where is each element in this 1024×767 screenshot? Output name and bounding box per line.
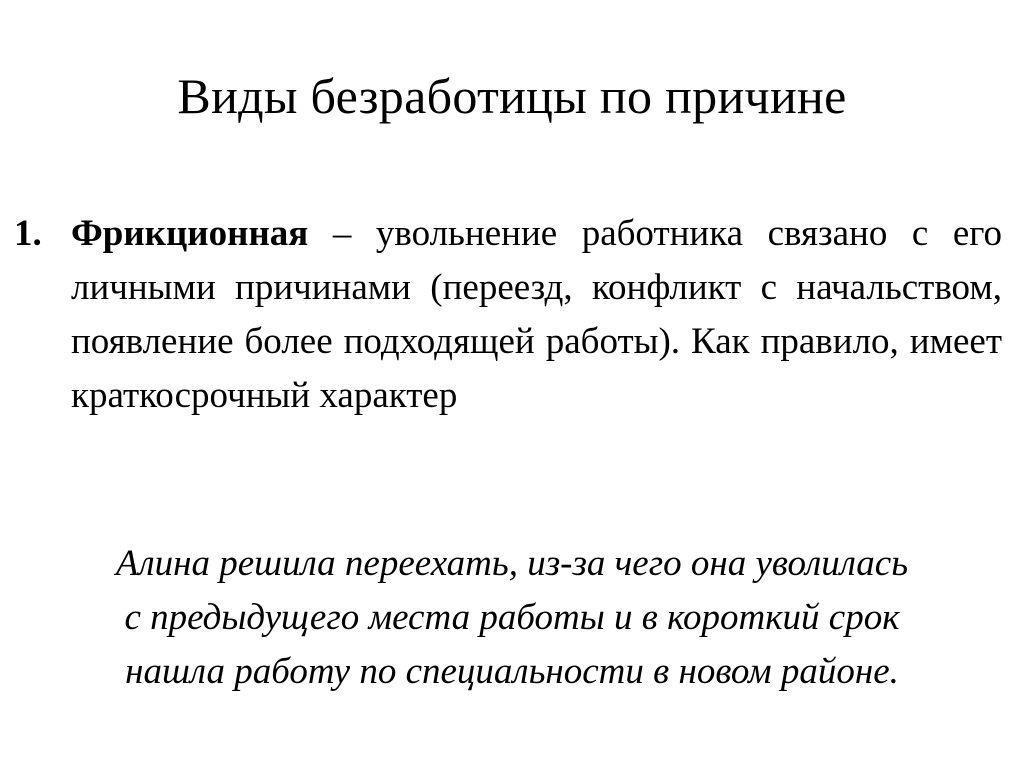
list-item-body — [71, 207, 1002, 423]
example-line-1: Алина решила переехать, из-за чего она уволилась — [115, 543, 909, 584]
example-line-2: с предыдущего места работы и в короткий срок — [124, 597, 900, 638]
term-frictional: Фрикционная — [71, 213, 309, 254]
example-paragraph — [0, 537, 1024, 699]
slide-title: Виды безработицы по причине — [177, 68, 847, 124]
list-item-number: 1. — [14, 213, 42, 254]
example-line-3: нашла работу по специальности в новом районе. — [125, 651, 899, 692]
term-definition: – увольнение работника связано с его личными причинами (переезд, конфликт с начальством, появление более подходящей работы). Как правило, имеет краткосрочный характер — [71, 213, 1002, 416]
